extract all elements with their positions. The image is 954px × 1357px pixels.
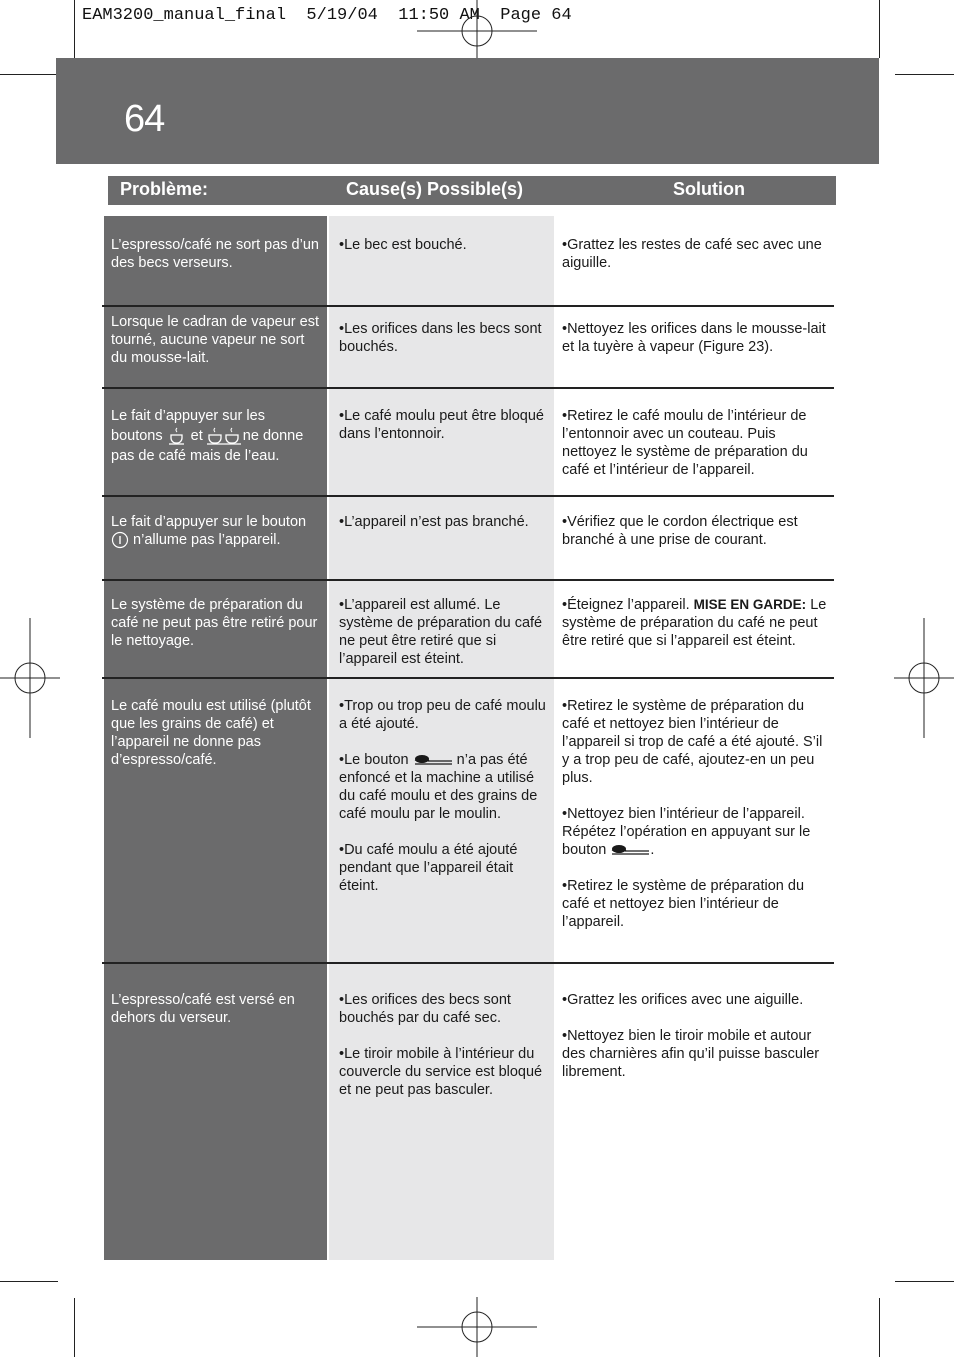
cause-text: •L’appareil est allumé. Le système de préparation du café ne peut être retiré que si l’appareil est éteint. (339, 597, 543, 667)
registration-mark-top (417, 0, 537, 60)
cause-text: •Trop ou trop peu de café moulu a été ajouté. (339, 698, 546, 732)
solution-text: •Éteignez l’appareil. (562, 597, 690, 613)
table-row (104, 679, 834, 964)
cause-text (339, 751, 548, 823)
crop-mark (895, 1281, 954, 1282)
solution-cell (554, 307, 834, 389)
table-row (104, 581, 834, 679)
problem-cell (104, 307, 327, 389)
one-cup-icon (167, 427, 187, 445)
cause-text-part: n’a pas été enfoncé et la machine a utilisé du café moulu et des grains de café moulu par le moulin. (339, 752, 538, 822)
registration-mark-right (894, 618, 954, 738)
cause-text: •L’appareil n’est pas branché. (339, 514, 529, 530)
problem-text: n’allume pas l’appareil. (133, 532, 281, 548)
table-header (108, 176, 836, 205)
header-cause: Cause(s) Possible(s) (346, 179, 524, 199)
problem-text: et (190, 428, 203, 444)
problem-text: Le système de préparation du café ne peut pas être retiré pour le nettoyage. (111, 597, 318, 649)
problem-text: Le fait d’appuyer sur le bouton (111, 514, 307, 530)
solution-cell (554, 964, 834, 1260)
problem-text: ne donne pas de café mais de l’eau. (111, 428, 304, 464)
solution-text: •Retirez le café moulu de l’intérieur de l’entonnoir avec un couteau. Puis nettoyez le système de préparation du café et l’intérieur de l’appareil. (562, 408, 808, 478)
crop-mark (879, 0, 880, 58)
solution-text-part: . (650, 842, 655, 858)
table-row (104, 307, 834, 389)
spoon-icon (610, 844, 650, 856)
problem-cell (104, 497, 327, 581)
crop-mark (74, 0, 75, 58)
problem-cell (104, 389, 327, 497)
solution-text: •Retirez le système de préparation du café et nettoyez bien l’intérieur de l’appareil. (562, 878, 805, 930)
solution-text: •Retirez le système de préparation du café et nettoyez bien l’intérieur de l’appareil si trop de café a été ajouté. S’il y a trop peu de café, ajoutez-en un peu plus. (562, 698, 823, 786)
crop-mark (0, 1281, 58, 1282)
solution-text: Le système de préparation du café ne peut être retiré que si l’appareil est éteint. (562, 597, 827, 649)
problem-cell (104, 581, 327, 679)
crop-mark (879, 1298, 880, 1357)
two-cups-icon (207, 427, 243, 445)
cause-cell (329, 389, 554, 497)
solution-text-part: •Nettoyez bien l’intérieur de l’appareil. Répétez l’opération en appuyant sur le bouton (562, 806, 811, 858)
page-number: 64 (124, 98, 165, 140)
solution-cell (554, 216, 834, 307)
spoon-icon (413, 754, 453, 766)
solution-cell (554, 581, 834, 679)
registration-mark-left (0, 618, 60, 738)
crop-mark (74, 1298, 75, 1357)
cause-text: •Les orifices des becs sont bouchés par du café sec. (339, 992, 511, 1026)
solution-text: •Grattez les restes de café sec avec une aiguille. (562, 237, 822, 271)
table-row (104, 216, 834, 307)
table-row (104, 497, 834, 581)
cause-text: •Les orifices dans les becs sont bouchés. (339, 321, 542, 355)
table-row (104, 389, 834, 497)
cause-text: •Du café moulu a été ajouté pendant que l’appareil était éteint. (339, 842, 518, 894)
solution-text: •Nettoyez bien le tiroir mobile et autour des charnières afin qu’il puisse basculer librement. (562, 1028, 820, 1080)
solution-text: •Grattez les orifices avec une aiguille. (562, 992, 804, 1008)
cause-text: •Le café moulu peut être bloqué dans l’entonnoir. (339, 408, 544, 442)
problem-cell (104, 216, 327, 307)
problem-text: L’espresso/café est versé en dehors du verseur. (111, 992, 295, 1026)
problem-text: Le café moulu est utilisé (plutôt que les grains de café) et l’appareil ne donne pas d’espresso/café. (111, 698, 311, 768)
cause-cell (329, 581, 554, 679)
cause-text: •Le bec est bouché. (339, 237, 467, 253)
registration-mark-bottom (417, 1297, 537, 1357)
header-problem: Problème: (120, 179, 209, 199)
crop-mark (0, 74, 58, 75)
cause-cell (329, 497, 554, 581)
solution-cell (554, 497, 834, 581)
page-banner (56, 58, 879, 164)
solution-cell (554, 679, 834, 964)
cause-cell (329, 964, 554, 1260)
solution-text: •Nettoyez les orifices dans le mousse-lait et la tuyère à vapeur (Figure 23). (562, 321, 826, 355)
warning-label: MISE EN GARDE: (693, 597, 807, 612)
cause-cell (329, 307, 554, 389)
header-solution: Solution (673, 179, 745, 199)
troubleshooting-table (104, 216, 834, 1260)
cause-cell (329, 679, 554, 964)
problem-cell (104, 964, 327, 1260)
problem-text: Le fait d’appuyer sur les boutons (111, 408, 265, 444)
power-icon (111, 531, 129, 549)
crop-mark (895, 74, 954, 75)
solution-cell (554, 389, 834, 497)
cause-text: •Le tiroir mobile à l’intérieur du couvercle du service est bloqué et ne peut pas basculer. (339, 1046, 543, 1098)
cause-cell (329, 216, 554, 307)
solution-text (562, 805, 832, 859)
solution-text: •Vérifiez que le cordon électrique est branché à une prise de courant. (562, 514, 798, 548)
cause-text-part: •Le bouton (339, 752, 409, 768)
problem-cell (104, 679, 327, 964)
problem-text: Lorsque le cadran de vapeur est tourné, aucune vapeur ne sort du mousse-lait. (111, 314, 319, 366)
table-row (104, 964, 834, 1260)
problem-text: L’espresso/café ne sort pas d’un des becs verseurs. (111, 237, 319, 271)
print-slug-line: EAM3200_manual_final 5/19/04 11:50 AM Page 64 (82, 6, 572, 25)
